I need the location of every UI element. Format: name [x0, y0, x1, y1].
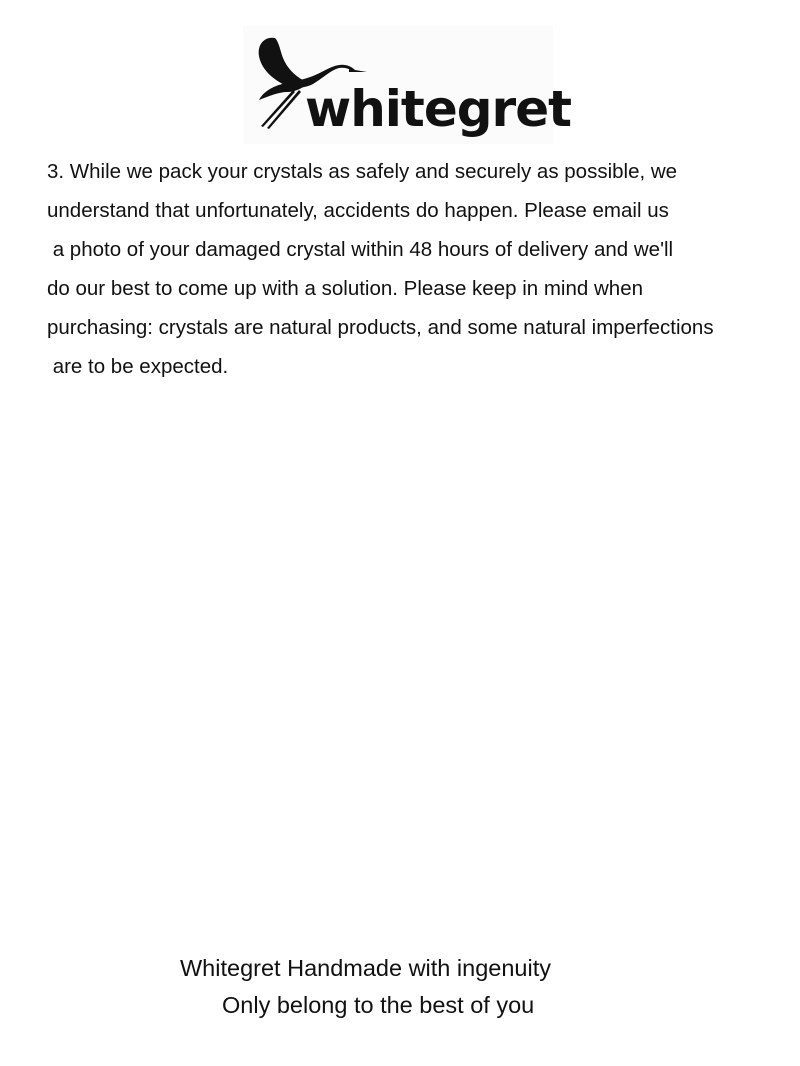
- paragraph-line: purchasing: crystals are natural products, and some natural imperfections: [47, 316, 714, 339]
- paragraph-line: a photo of your damaged crystal within 48 hours of delivery and we'll: [47, 238, 674, 261]
- paragraph-line: are to be expected.: [47, 355, 229, 378]
- brand-wordmark: whitegret: [305, 80, 571, 138]
- paragraph-line: understand that unfortunately, accidents do happen. Please email us: [47, 199, 669, 222]
- slogan-line-1: Whitegret Handmade with ingenuity: [180, 955, 551, 981]
- paragraph-line: do our best to come up with a solution. Please keep in mind when: [47, 277, 643, 300]
- slogan-line-2: Only belong to the best of you: [222, 992, 535, 1018]
- brand-logo: [243, 26, 571, 144]
- paragraph-line: 3. While we pack your crystals as safely and securely as possible, we: [47, 160, 678, 183]
